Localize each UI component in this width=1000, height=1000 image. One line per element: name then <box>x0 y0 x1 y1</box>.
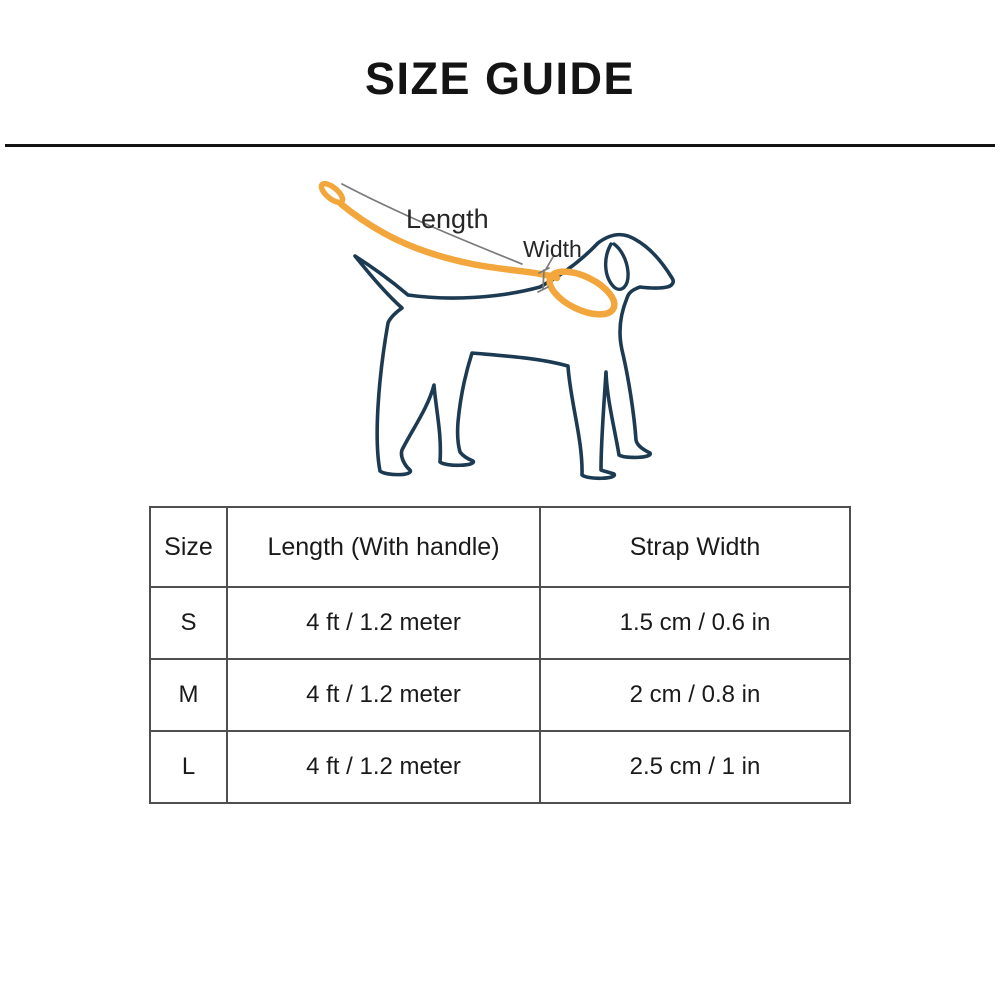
cell-size-m: M <box>150 659 227 731</box>
cell-size-s: S <box>150 587 227 659</box>
table-header-row <box>150 507 850 587</box>
cell-width-m: 2 cm / 0.8 in <box>540 659 850 731</box>
cell-length-m: 4 ft / 1.2 meter <box>227 659 540 731</box>
table-row-m <box>150 659 850 731</box>
table-row-s <box>150 587 850 659</box>
dog-leash-illustration <box>310 160 730 510</box>
title-divider <box>5 144 995 147</box>
length-label: Length <box>406 204 489 234</box>
cell-width-l: 2.5 cm / 1 in <box>540 731 850 803</box>
cell-length-s: 4 ft / 1.2 meter <box>227 587 540 659</box>
collar-graphic <box>543 263 620 323</box>
table-row-l <box>150 731 850 803</box>
page-title: SIZE GUIDE <box>364 53 636 104</box>
cell-width-s: 1.5 cm / 0.6 in <box>540 587 850 659</box>
header-strap-width: Strap Width <box>540 507 850 587</box>
cell-length-l: 4 ft / 1.2 meter <box>227 731 540 803</box>
header-length: Length (With handle) <box>227 507 540 587</box>
dog-ear <box>606 244 628 289</box>
width-label: Width <box>523 236 582 262</box>
header-size: Size <box>150 507 227 587</box>
size-table <box>149 506 851 804</box>
cell-size-l: L <box>150 731 227 803</box>
